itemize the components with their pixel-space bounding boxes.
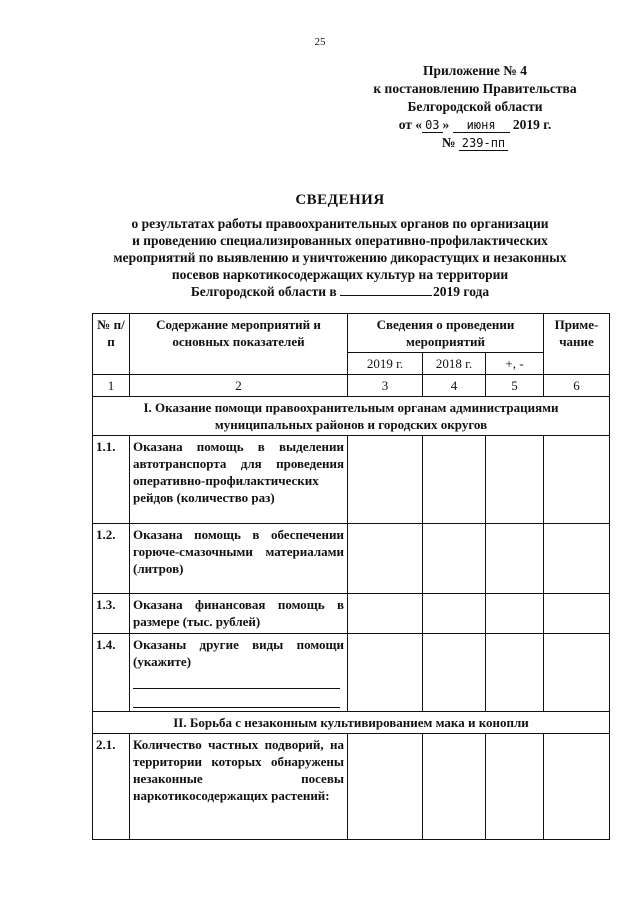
- header-content: Содержание мероприятий и основных показателей: [130, 314, 348, 375]
- col-number: 1: [93, 375, 130, 397]
- fill-in-line: [133, 691, 340, 708]
- cell-2019: [348, 594, 423, 634]
- col-number: 5: [486, 375, 544, 397]
- title-line-2: и проведению специализированных оперативно-профилактических: [132, 233, 548, 248]
- col-number: 6: [544, 375, 610, 397]
- cell-2018: [423, 594, 486, 634]
- cell-diff: [486, 634, 544, 712]
- row-number: 2.1.: [93, 734, 130, 840]
- title-line-5-prefix: Белгородской области в: [190, 284, 337, 299]
- cell-2019: [348, 524, 423, 594]
- row-text: Оказана финансовая помощь в размере (тыс. рублей): [130, 594, 348, 634]
- period-blank-line: [340, 283, 432, 296]
- header-info: Сведения о проведении мероприятий: [348, 314, 544, 353]
- table-row: [93, 734, 610, 840]
- col-number: 3: [348, 375, 423, 397]
- cell-2018: [423, 524, 486, 594]
- cell-note: [544, 594, 610, 634]
- title-line-3: мероприятий по выявлению и уничтожению дикорастущих и незаконных: [113, 250, 567, 265]
- header-2018: 2018 г.: [423, 353, 486, 375]
- cell-2018: [423, 734, 486, 840]
- date-day: 03: [422, 118, 442, 133]
- row-text: Оказана помощь в выделении автотранспорта для проведения оперативно-профилактических рейдов (количество раз): [130, 436, 348, 524]
- title-line-5-suffix: 2019 года: [433, 284, 490, 299]
- appendix-line-3: Белгородской области: [407, 99, 543, 114]
- cell-2018: [423, 436, 486, 524]
- number-prefix: №: [441, 135, 456, 150]
- table-row: [93, 634, 610, 712]
- fill-in-line: [133, 672, 340, 689]
- title-line-1: о результатах работы правоохранительных органов по организации: [131, 216, 549, 231]
- date-prefix: от «: [398, 117, 423, 132]
- cell-note: [544, 436, 610, 524]
- section-1-row: [93, 397, 610, 436]
- appendix-line-2: к постановлению Правительства: [373, 81, 577, 96]
- title-line-4: посевов наркотикосодержащих культур на территории: [171, 267, 509, 282]
- appendix-title: Приложение № 4: [423, 63, 527, 78]
- column-numbers-row: [93, 375, 610, 397]
- date-mid: »: [442, 117, 450, 132]
- title-line-5: [60, 283, 620, 300]
- cell-note: [544, 524, 610, 594]
- col-number: 4: [423, 375, 486, 397]
- col-number: 2: [130, 375, 348, 397]
- appendix-date: [360, 116, 590, 134]
- row-text: Оказана помощь в обеспечении горюче-смазочными материалами (литров): [130, 524, 348, 594]
- cell-2019: [348, 634, 423, 712]
- cell-2019: [348, 734, 423, 840]
- section-1-title: I. Оказание помощи правоохранительным органам администрациями муниципальных районов и городских округов: [93, 397, 610, 436]
- table-row: [93, 594, 610, 634]
- cell-2019: [348, 436, 423, 524]
- cell-diff: [486, 436, 544, 524]
- title-block: [60, 192, 620, 300]
- row-text: Оказаны другие виды помощи (укажите): [133, 637, 344, 669]
- cell-diff: [486, 594, 544, 634]
- number-value: 239-пп: [459, 136, 508, 151]
- row-number: 1.1.: [93, 436, 130, 524]
- row-number: 1.4.: [93, 634, 130, 712]
- row-text: Количество частных подворий, на территории которых обнаружены незаконные посевы наркотикосодержащих растений:: [130, 734, 348, 840]
- date-month: июня: [453, 118, 510, 133]
- document-heading: СВЕДЕНИЯ: [295, 192, 385, 208]
- header-row-1: [93, 314, 610, 353]
- row-text-cell: [130, 634, 348, 712]
- page-number: 25: [314, 36, 326, 48]
- row-number: 1.3.: [93, 594, 130, 634]
- cell-diff: [486, 524, 544, 594]
- cell-note: [544, 734, 610, 840]
- date-year: 2019 г.: [512, 117, 552, 132]
- section-2-title: II. Борьба с незаконным культивированием мака и конопли: [93, 712, 610, 734]
- cell-2018: [423, 634, 486, 712]
- header-num: № п/п: [93, 314, 130, 375]
- header-note: Приме-чание: [544, 314, 610, 375]
- cell-note: [544, 634, 610, 712]
- row-number: 1.2.: [93, 524, 130, 594]
- header-2019: 2019 г.: [348, 353, 423, 375]
- report-table: [92, 313, 610, 840]
- table-row: [93, 524, 610, 594]
- section-2-row: [93, 712, 610, 734]
- header-diff: +, -: [486, 353, 544, 375]
- appendix-block: [360, 62, 590, 152]
- cell-diff: [486, 734, 544, 840]
- table-row: [93, 436, 610, 524]
- appendix-number: [360, 134, 590, 152]
